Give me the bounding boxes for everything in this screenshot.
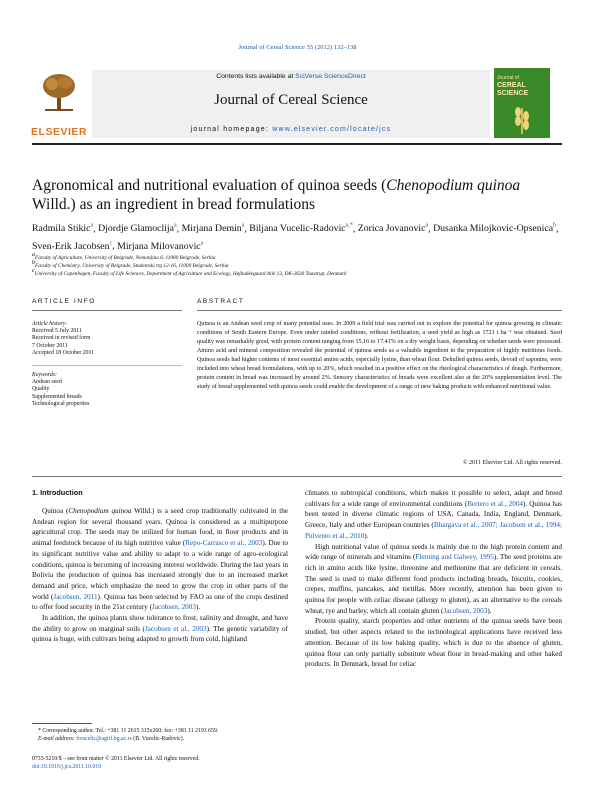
affiliation: $^a$Faculty of Agriculture, University of Belgrade, Nemanjina 6, 11080 Belgrade, Serbia: [32, 252, 216, 261]
footnote-rule: [32, 723, 92, 724]
author[interactable]: Mirjana Milovanovic$^a$: [117, 240, 204, 252]
divider: [32, 310, 182, 311]
citation-link[interactable]: Bertero et al., 2004: [467, 499, 524, 508]
elsevier-tree-icon: [40, 72, 78, 112]
title-text: Agronomical and nutritional evaluation of quinoa seeds (: [32, 177, 387, 194]
elsevier-wordmark: ELSEVIER: [31, 126, 87, 138]
homepage-link[interactable]: www.elsevier.com/locate/jcs: [272, 126, 392, 133]
cover-title-line: CEREAL: [497, 82, 526, 89]
title-species: Chenopodium quinoa: [386, 177, 521, 194]
issn-line: 0733-5210/$ – see front matter © 2011 Elsevier Ltd. All rights reserved.: [32, 756, 200, 762]
citation-link[interactable]: Jacobsen et al., 2003: [144, 624, 207, 633]
history-label: Article history:: [32, 321, 68, 327]
journal-title: Journal of Cereal Science: [214, 92, 368, 108]
author[interactable]: Biljana Vucelic-Radovic$^{a,*}$: [249, 223, 353, 235]
title-text: Willd.) as an ingredient in bread formulations: [32, 196, 316, 213]
section-heading-introduction: 1. Introduction: [32, 488, 83, 497]
keywords-label: Keywords:: [32, 372, 57, 378]
history-item: Received 5 July 2011: [32, 328, 82, 335]
journal-cover-image: [494, 68, 550, 138]
keyword: Supplemented breads: [32, 393, 82, 400]
cover-title-line: Journal of: [497, 75, 519, 81]
body-paragraph: Quinoa (Chenopodium quinoa Willd.) is a seed crop traditionally cultivated in the Andean region for several thousand years. Quinoa is considered as a multipurpose agricultural crop. The seeds may be utilized for human food, in flour products and in animal feedstock because of its high nutritive value (Repo-Carrasco et al., 2003). Due to its significant nutritive value and ability to adapt to a wide range of agro-ecological conditions, quinoa is becoming of increasing interest worldwide. During the last years in Bolivia the production of quinoa has increased strongly due to an increased market demand and price, which emphasize the need to grow the crop in other parts of the world (Jacobsen, 2011). Quinoa has been selected by FAO as one of the crops destined to offer food security in the 21st century (Jacobsen, 2003).: [32, 507, 288, 612]
body-paragraph: Protein quality, starch properties and other nutrients of the quinoa seeds have been studied, but other aspects related to the technological applications have received less attention. Because of its low baking quality, which is due to the absence of gluten, quinoa flour can only partially substitute wheat flour in bread-making and other baked products. In Denmark, bread for celiac: [305, 617, 562, 669]
author[interactable]: Sven-Erik Jacobsen$^c$: [32, 240, 113, 252]
history-item: Accepted 18 October 2011: [32, 349, 95, 356]
divider: [197, 310, 562, 311]
article-history: [32, 321, 182, 357]
citation-link[interactable]: Jacobsen, 2011: [53, 592, 98, 601]
wheat-icon: [508, 102, 536, 134]
email-link[interactable]: bvucelic@agrif.bg.ac.rs: [76, 735, 132, 742]
citation-link[interactable]: Jacobsen, 2003: [152, 603, 196, 612]
affiliation: $^c$University of Copenhagen, Faculty of Life Sciences, Department of Agriculture and Ecology, Højbakkegaard Allé 13, DK-2630 Taastrup, Denmark: [32, 268, 347, 277]
keyword: Quality: [32, 386, 50, 393]
keywords: [32, 372, 182, 408]
body-paragraph: High nutritional value of quinoa seeds is mainly due to the high protein content and wide range of minerals and vitamins (Fleming and Galwey, 1995). The seed proteins are rich in amino acids like lysine, threonine and methionine that are deficient in cereals. The seed is used to make different food products including breads, biscuits, cookies, crepes, muffins, pancakes, and tortillas. More recently, attention has been given to quinoa for people with celiac disease (allergy to gluten), as an alternative to the cereals wheat, rye and barley, which all contain gluten (Jacobsen, 2003).: [305, 542, 562, 615]
keyword: Technological properties: [32, 400, 90, 407]
author[interactable]: Dusanka Milojkovic-Opsenica$^b$: [433, 223, 557, 235]
author[interactable]: Djordje Glamoclija$^a$: [98, 223, 177, 235]
email-label: E-mail address:: [38, 735, 75, 742]
intro-right-column: [305, 488, 562, 670]
corresponding-text: * Corresponding author. Tel.: +381 11 2615 315x260; fax: +381 11 2193 659.: [38, 728, 219, 734]
author-list: Radmila Stikic$^a$, Djordje Glamoclija$^a$, Mirjana Demin$^a$, Biljana Vucelic-Radovic$^{a,*}$, Zorica Jovanovic$^a$, Dusanka Milojkovic-Opsenica$^b$, Sven-Erik Jacobsen$^c$, Mirjana Milovanovic$^a$: [32, 223, 559, 252]
journal-reference[interactable]: Journal of Cereal Science 55 (2012) 132–138: [238, 44, 357, 51]
elsevier-logo: [30, 68, 88, 136]
history-item: 7 October 2011: [32, 342, 68, 349]
author[interactable]: Mirjana Demin$^a$: [181, 223, 245, 235]
contents-prefix: Contents lists available at: [216, 73, 294, 80]
abstract-copyright: © 2011 Elsevier Ltd. All rights reserved.: [462, 460, 562, 466]
abstract-heading: ABSTRACT: [197, 298, 245, 305]
divider: [32, 365, 182, 366]
citation-link[interactable]: Repo-Carrasco et al., 2003: [185, 539, 263, 548]
cover-title: [497, 74, 547, 98]
front-matter: [32, 756, 332, 771]
keyword: Andean seed: [32, 379, 62, 386]
body-paragraph: In addition, the quinoa plants show tolerance to frost, salinity and drought, and have the ability to grow on marginal soils (Jacobsen et al., 2003). The genetic variability of quinoa is huge, with cultivars being adapted to growth from cold, highland: [32, 614, 288, 644]
author[interactable]: Zorica Jovanovic$^a$: [357, 223, 429, 235]
abstract-body: Quinoa is an Andean seed crop of many potential uses. In 2009 a field trial was carried out to explore the potential for quinoa growing in climatic conditions of South Eastern Europe. Even under rainfed conditions, without fertilization, a seed yield as high as 1721 t ha⁻¹ was obtained. Seed quality was remarkably good, with protein content ranging from 15.16 to 17.41% on a dry weight basis, depending on whether seeds were processed. Amino acid and mineral composition revealed the potential of quinoa seeds as a valuable ingredient in the preparation of highly nutritious foods. Quinoa seeds had higher contents of most essential amino acids, especially lysine, than wheat flour. Dehulled quinoa seeds, devoid of saponins, were included into wheat bread formulations, with up to 20%, which resulted in a positive effect on the rheological characteristics of dough. Furthermore, protein content in bread was increased by around 2%. Sensory characteristics of breads were excellent also at the 20% supplementation level. The study of bread supplemented with quinoa seeds could enable the development of a range of new baking products with enhanced nutritional value.: [197, 321, 562, 390]
history-item: Received in revised form: [32, 335, 91, 342]
citation-link[interactable]: Fleming and Galwey, 1995: [415, 553, 494, 562]
affiliation: $^b$Faculty of Chemistry, University of Belgrade, Studentski trg 12-16, 11000 Belgrade, Serbia: [32, 260, 229, 269]
intro-left-column: [32, 506, 288, 645]
citation-link[interactable]: Bhargava et al., 2007; Jacobsen et al., 1994; Pulvento et al., 2010: [305, 521, 562, 540]
doi-link[interactable]: doi:10.1016/j.jcs.2011.10.010: [32, 763, 102, 770]
homepage-prefix: journal homepage:: [190, 126, 270, 133]
email-suffix: (B. Vucelic-Radovic).: [131, 735, 185, 742]
journal-homepage: [92, 126, 490, 133]
article-info-heading: ARTICLE INFO: [32, 298, 96, 305]
divider: [32, 476, 562, 477]
body-paragraph: climates to subtropical conditions, which makes it possible to select, adapt and breed cultivars for a wide range of environmental conditions (Bertero et al., 2004). Quinoa has been tested in diverse climatic regions of USA, Canada, India, England, Denmark, Greece, Italy and other European countries (Bhargava et al., 2007; Jacobsen et al., 1994; Pulvento et al., 2010).: [305, 489, 562, 540]
contents-line: [92, 73, 490, 80]
author[interactable]: Radmila Stikic$^a$: [32, 223, 94, 235]
citation-link[interactable]: Jacobsen, 2003: [443, 606, 488, 615]
cover-title-line: SCIENCE: [497, 90, 529, 97]
header-divider: [32, 143, 562, 145]
sciencedirect-link[interactable]: SciVerse ScienceDirect: [295, 73, 366, 80]
article-title: [32, 176, 552, 214]
corresponding-author-note: [38, 728, 298, 743]
